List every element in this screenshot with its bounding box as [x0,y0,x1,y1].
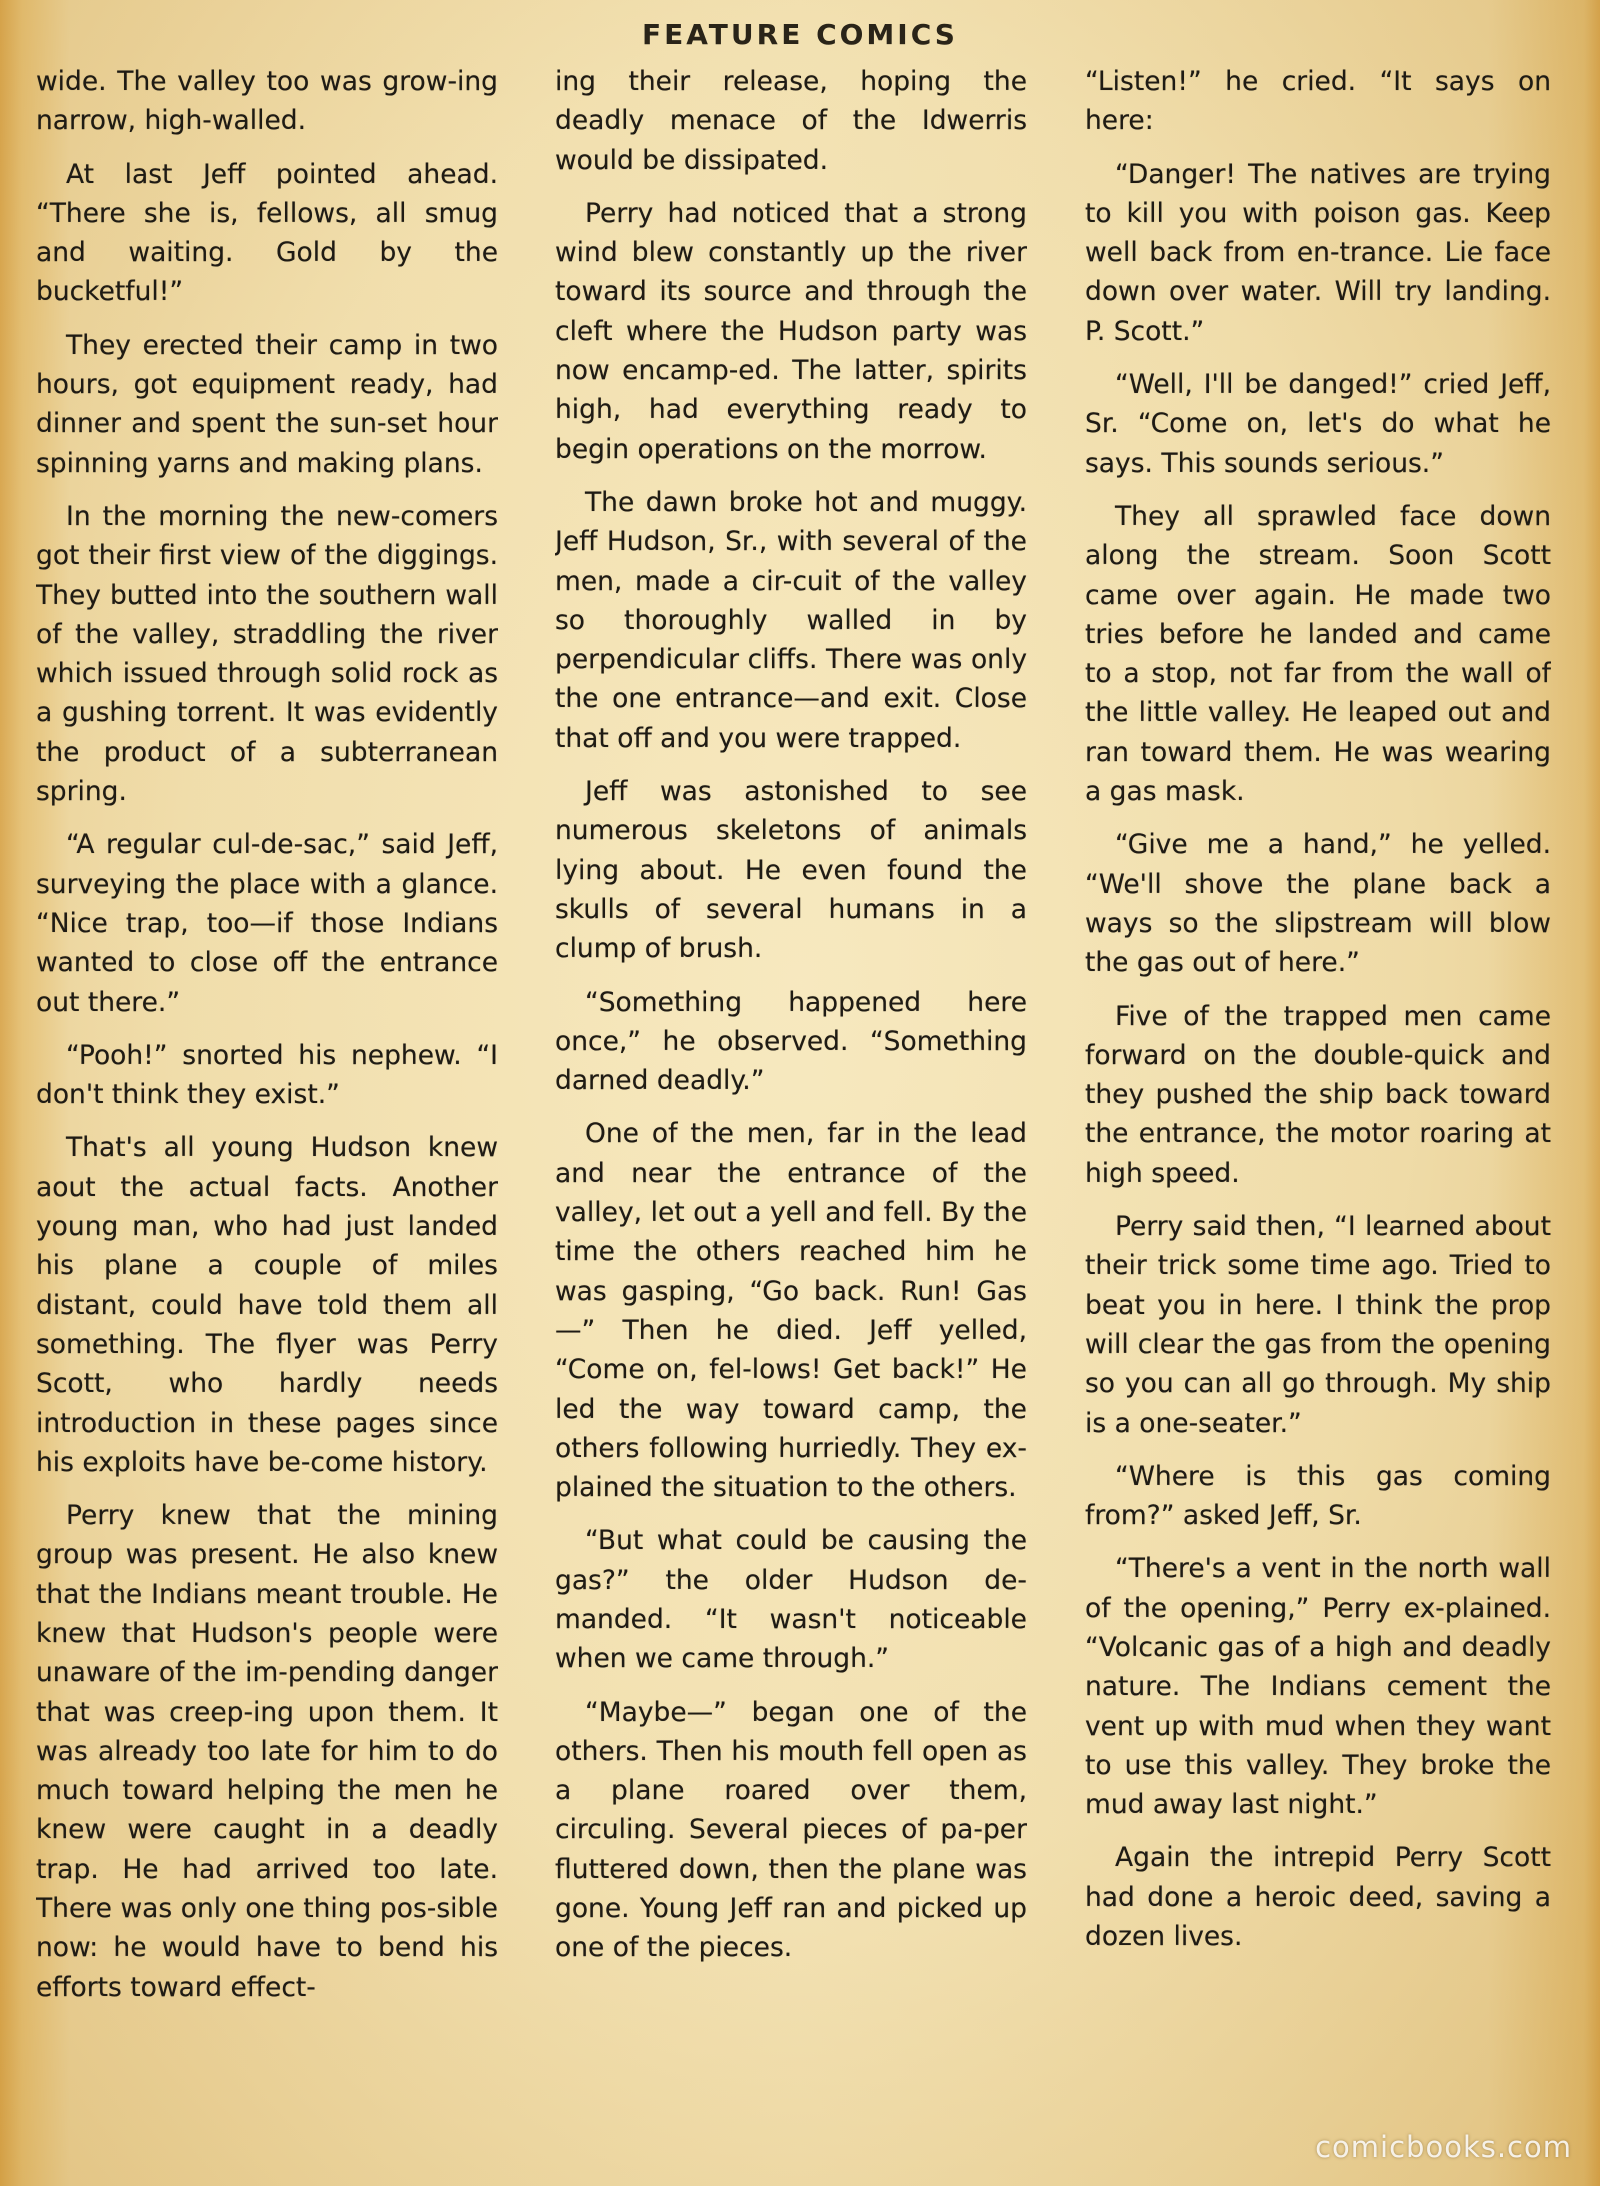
paragraph: “Something happened here once,” he observed. “Something darned deadly.” [555,986,1027,1097]
paragraph: They erected their camp in two hours, got equipment ready, had dinner and spent the sun-set hour spinning yarns and making plans. [36,329,498,479]
paragraph: wide. The valley too was grow-ing narrow, high-walled. [36,66,498,137]
paragraph: They all sprawled face down along the stream. Soon Scott came over again. He made two tries before he landed and came to a stop, not far from the wall of the little valley. He leaped out and ran toward them. He was wearing a gas mask. [1085,500,1551,808]
paragraph: “Listen!” he cried. “It says on here: [1085,66,1551,137]
paragraph: “Where is this gas coming from?” asked Jeff, Sr. [1085,1460,1551,1532]
paragraph: That's all young Hudson knew aout the actual facts. Another young man, who had just landed his plane a couple of miles distant, could have told them all something. The flyer was Perry Scott, who hardly needs introduction in these pages since his exploits have be-come history. [36,1132,498,1478]
paragraph: “But what could be causing the gas?” the older Hudson de-manded. “It wasn't noticeable when we came through.” [555,1525,1027,1675]
paragraph: Five of the trapped men came forward on the double-quick and they pushed the ship back toward the entrance, the motor roaring at high speed. [1085,1000,1551,1189]
paragraph: ing their release, hoping the deadly menace of the Idwerris would be dissipated. [555,66,1027,176]
paragraph: “There's a vent in the north wall of the opening,” Perry ex-plained. “Volcanic gas of a high and deadly nature. The Indians cement the vent up with mud when they want to use this valley. They broke the mud away last night.” [1085,1553,1551,1821]
paragraph: “Well, I'll be danged!” cried Jeff, Sr. “Come on, let's do what he says. This sounds serious.” [1085,369,1551,479]
paragraph: Perry had noticed that a strong wind blew constantly up the river toward its source and through the cleft where the Hudson party was now encamp-ed. The latter, spirits high, had everything ready to begin operations on the morrow. [555,197,1027,465]
paragraph: “Maybe—” began one of the others. Then his mouth fell open as a plane roared over them, circuling. Several pieces of pa-per fluttered down, then the plane was gone. Young Jeff ran and picked up one of the pieces. [555,1696,1027,1964]
watermark: comicbooks.com [1315,2130,1572,2164]
paragraph: “Danger! The natives are trying to kill you with poison gas. Keep well back from en-trance. Lie face down over water. Will try landing. P. Scott.” [1085,158,1551,347]
paragraph: “A regular cul-de-sac,” said Jeff, surveying the place with a glance. “Nice trap, too—if those Indians wanted to close off the entrance out there.” [36,829,498,1018]
paragraph: Jeff was astonished to see numerous skeletons of animals lying about. He even found the skulls of several humans in a clump of brush. [555,776,1027,965]
paragraph: The dawn broke hot and muggy. Jeff Hudson, Sr., with several of the men, made a cir-cuit of the valley so thoroughly walled in by perpendicular cliffs. There was only the one entrance—and exit. Close that off and you were trapped. [555,486,1027,754]
paragraph: “Give me a hand,” he yelled. “We'll shove the plane back a ways so the slipstream will blow the gas out of here.” [1085,829,1551,979]
paragraph: One of the men, far in the lead and near the entrance of the valley, let out a yell and fell. By the time the others reached him he was gasping, “Go back. Run! Gas—” Then he died. Jeff yelled, “Come on, fel-lows! Get back!” He led the way toward camp, the others following hurriedly. They ex-plained the situation to the others. [555,1118,1027,1504]
paragraph: Perry knew that the mining group was present. He also knew that the Indians meant trouble. He knew that Hudson's people were unaware of the im-pending danger that was creep-ing upon them. It was already too late for him to do much toward helping the men he knew were caught in a deadly trap. He had arrived too late. There was only one thing pos-sible now: he would have to bend his efforts toward effect- [36,1500,498,2003]
text-column-3 [1085,62,1551,2142]
text-column-2 [555,62,1027,2142]
paragraph: Again the intrepid Perry Scott had done a heroic deed, saving a dozen lives. [1085,1842,1551,1953]
paragraph: Perry said then, “I learned about their trick some time ago. Tried to beat you in here. I think the prop will clear the gas from the opening so you can all go through. My ship is a one-seater.” [1085,1211,1551,1439]
paragraph: At last Jeff pointed ahead. “There she is, fellows, all smug and waiting. Gold by the bucketful!” [36,158,498,308]
paragraph: In the morning the new-comers got their first view of the diggings. They butted into the southern wall of the valley, straddling the river which issued through solid rock as a gushing torrent. It was evidently the product of a subterranean spring. [36,500,498,808]
page-header: FEATURE COMICS [642,18,958,51]
text-column-1 [36,62,498,2142]
paragraph: “Pooh!” snorted his nephew. “I don't think they exist.” [36,1039,498,1111]
